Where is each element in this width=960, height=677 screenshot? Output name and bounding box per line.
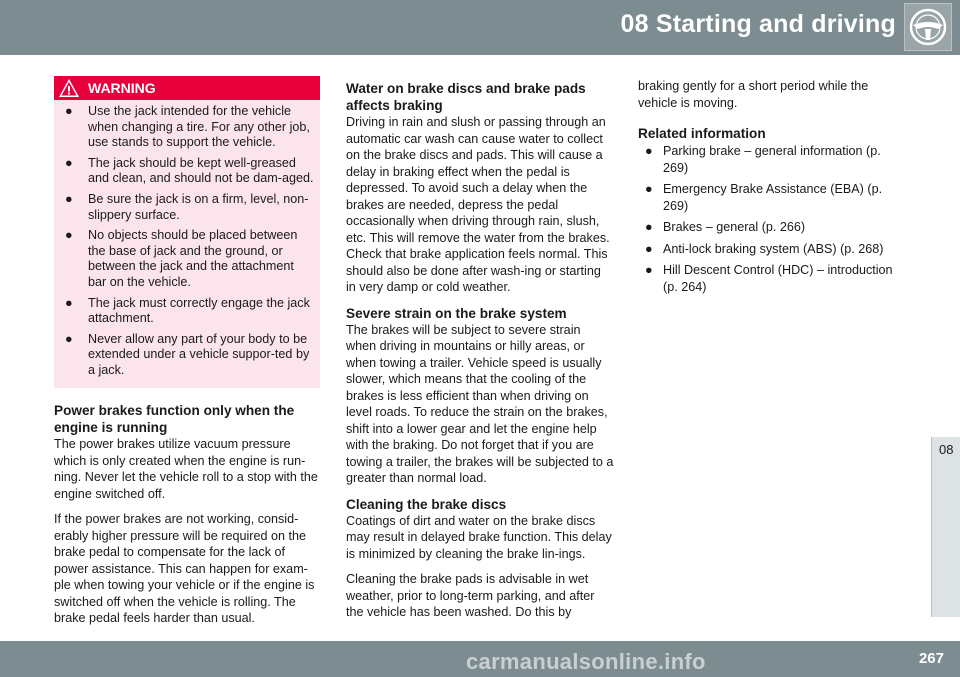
bullet: ●	[645, 144, 653, 158]
paragraph: The brakes will be subject to severe strain when driving in mountains or hilly areas, or when towing a trailer. Vehicle speed is usually slower, which means that the cooling of the brakes is less efficient than when driving on level roads. To reduce the strain on the brakes, shift into a lower gear and let the engine help with the braking. Do not forget that if you are towing a trailer, the brakes will be subjected to a greater than normal load.	[346, 322, 614, 485]
bullet: ●	[65, 331, 73, 346]
bullet: ●	[645, 263, 653, 277]
bullet: ●	[65, 295, 73, 310]
warning-list	[54, 104, 320, 384]
chapter-side-tab	[931, 437, 960, 617]
bullet: ●	[645, 220, 653, 234]
bullet: ●	[65, 104, 73, 118]
related-link[interactable]: ● Anti-lock braking system (ABS) (p. 268)	[645, 241, 884, 256]
warning-triangle-icon	[58, 77, 80, 99]
list-item: ● Be sure the jack is on a firm, level, non-slippery surface.	[65, 191, 309, 222]
section-heading: Cleaning the brake discs	[346, 496, 507, 512]
bullet: ●	[65, 191, 73, 206]
watermark: carmanualsonline.info	[466, 649, 706, 674]
page-number: 267	[918, 650, 944, 667]
chapter-tab-label: 08	[939, 442, 954, 457]
column-3	[638, 78, 906, 300]
related-link[interactable]: ● Parking brake – general information (p. 269)	[645, 144, 881, 175]
bullet: ●	[65, 228, 73, 243]
bullet: ●	[645, 182, 653, 196]
list-item: ● Use the jack intended for the vehicle when changing a tire. For any other job, use stands to support the vehicle.	[65, 104, 310, 150]
list-item: ● No objects should be placed between the base of jack and the ground, or between the jack and the attachment bar on the vehicle.	[65, 228, 298, 289]
related-link[interactable]: ● Brakes – general (p. 266)	[645, 220, 806, 234]
section-heading: Related information	[638, 126, 766, 141]
column-2	[346, 80, 614, 630]
column-1	[54, 402, 322, 636]
section-heading: Power brakes function only when the engine is running	[54, 403, 295, 435]
paragraph: braking gently for a short period while the vehicle is moving.	[638, 79, 869, 110]
related-links	[638, 143, 906, 295]
warning-box	[54, 76, 320, 388]
related-link[interactable]: ● Hill Descent Control (HDC) – introduction (p. 264)	[645, 263, 893, 294]
paragraph: Cleaning the brake pads is advisable in wet weather, prior to long-term parking, and after the vehicle has been washed. Do this by	[346, 572, 595, 619]
paragraph: If the power brakes are not working, consid-erably higher pressure will be required on the brake pedal to compensate for the lack of power assistance. This can happen for exam-ple when towing your vehicle or if the engine is switched off when the vehicle is rolling. The brake pedal feels harder than usual.	[54, 512, 315, 625]
warning-title: WARNING	[88, 80, 156, 96]
section-heading: Water on brake discs and brake pads affects braking	[346, 81, 586, 113]
steering-wheel-icon	[904, 3, 952, 51]
paragraph: Coatings of dirt and water on the brake discs may result in delayed brake function. This delay is minimized by cleaning the brake lin-ings.	[346, 513, 612, 561]
bullet: ●	[645, 241, 653, 256]
paragraph: The power brakes utilize vacuum pressure which is only created when the engine is run-ning. Never let the vehicle roll to a stop with the engine switched off.	[54, 437, 318, 501]
related-link[interactable]: ● Emergency Brake Assistance (EBA) (p. 269)	[645, 182, 883, 213]
chapter-title: 08 Starting and driving	[620, 10, 896, 38]
bullet: ●	[65, 155, 73, 170]
list-item: ● Never allow any part of your body to be extended under a vehicle suppor-ted by a jack.	[65, 331, 310, 377]
section-heading: Severe strain on the brake system	[346, 305, 567, 321]
paragraph: Driving in rain and slush or passing through an automatic car wash can cause water to collect on the brake discs and pads. This will cause a delay in braking effect when the pedal is depressed. To avoid such a delay when the brakes are needed, depress the pedal occasionally when driving through rain, slush, etc. This will remove the water from the brakes. Check that brake application feels normal. This should also be done after wash-ing or starting in very damp or cold weather.	[346, 115, 610, 294]
list-item: ● The jack should be kept well-greased and clean, and should not be dam-aged.	[65, 155, 314, 186]
list-item: ● The jack must correctly engage the jack attachment.	[65, 295, 310, 326]
